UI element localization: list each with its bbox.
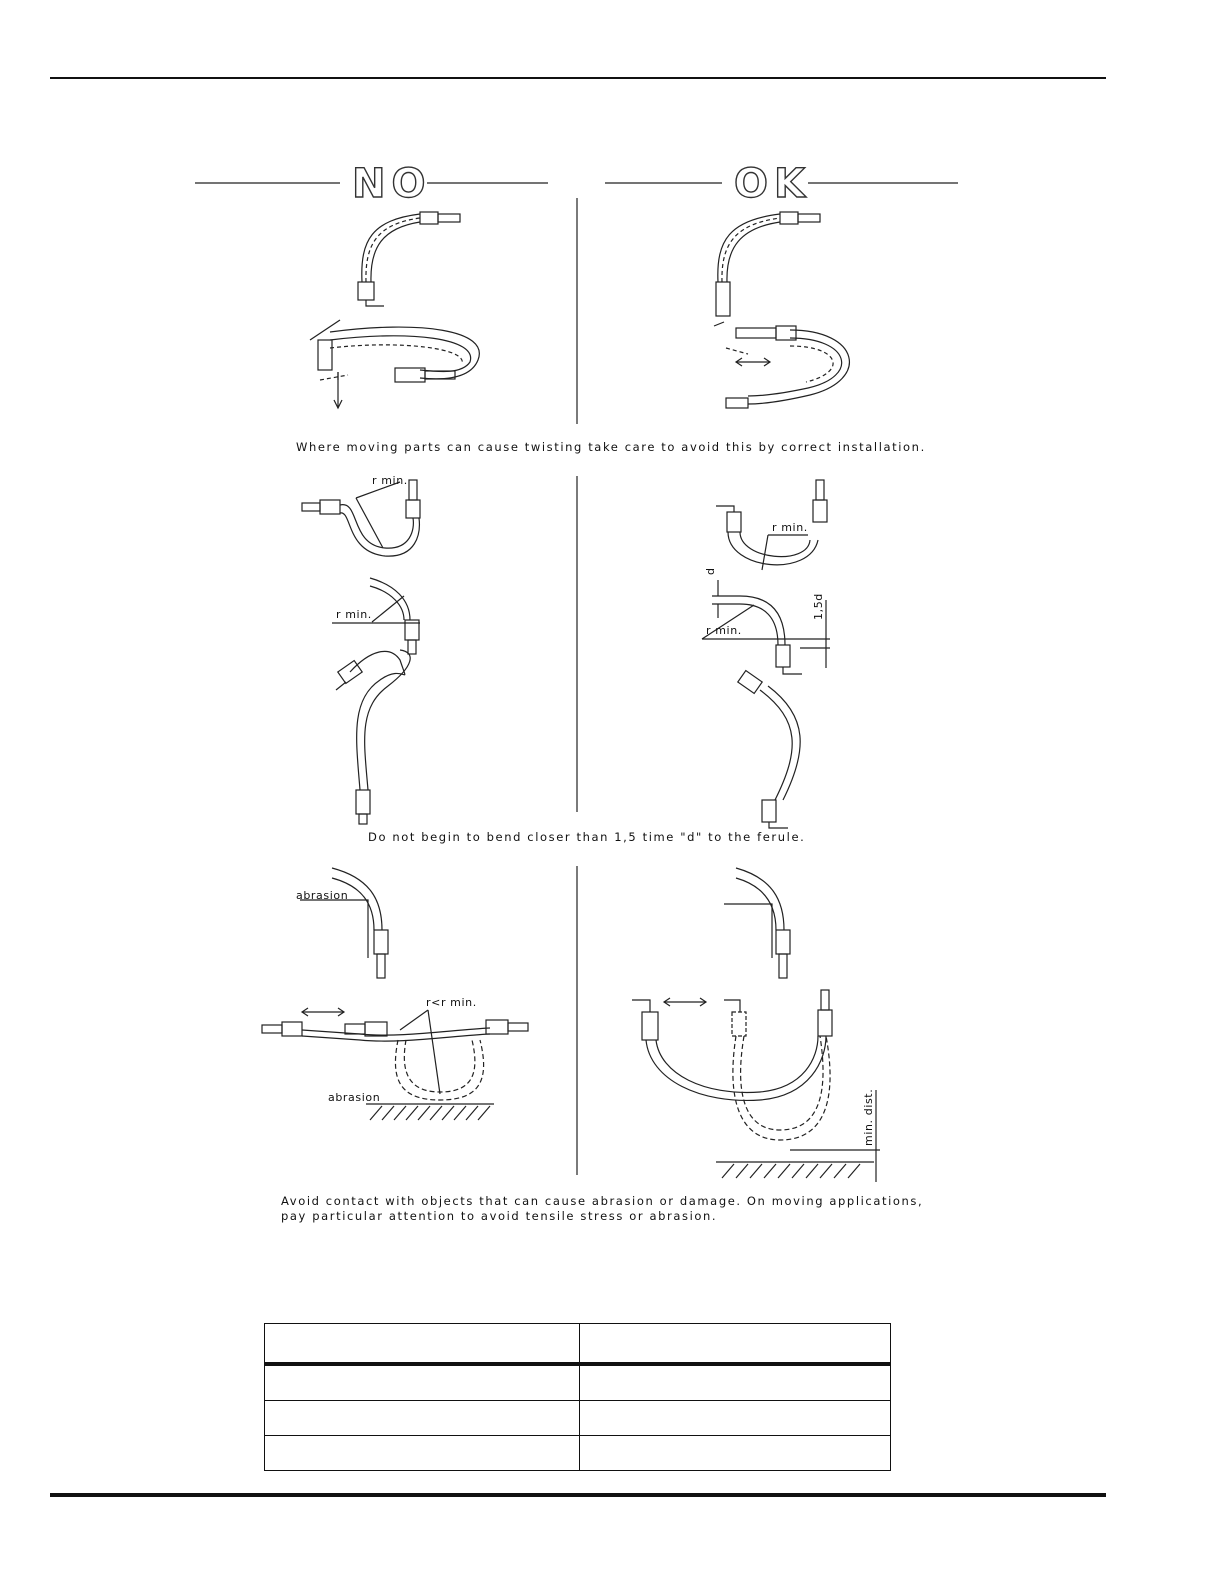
table-cell: [580, 1364, 891, 1401]
r-min-label: r min.: [336, 608, 372, 621]
ok-twisting-drawing: [714, 212, 849, 408]
r-lt-r-min-label: r<r min.: [426, 996, 477, 1009]
no-abrasion-drawing: [262, 868, 528, 1120]
min-dist-label: min. dist.: [862, 1088, 875, 1146]
no-heading: [195, 161, 548, 207]
table-cell: [265, 1324, 580, 1365]
table-header-row: [265, 1324, 891, 1365]
svg-text:OK: OK: [734, 161, 811, 207]
table-cell: [580, 1401, 891, 1436]
table-row: [265, 1401, 891, 1436]
abrasion-label: abrasion: [296, 889, 349, 902]
revision-table: [264, 1323, 891, 1471]
r-min-label: r min.: [706, 624, 742, 637]
table-row: [265, 1364, 891, 1401]
table-cell: [265, 1401, 580, 1436]
ok-abrasion-drawing: [632, 868, 880, 1182]
one-five-d-label: 1,5d: [812, 593, 825, 620]
abrasion-caption-line2: pay particular attention to avoid tensile stress or abrasion.: [281, 1209, 718, 1223]
no-bending-drawing: [302, 474, 420, 824]
abrasion-label: abrasion: [328, 1091, 381, 1104]
table-row: [265, 1436, 891, 1471]
d-label: d: [704, 567, 717, 575]
table-cell: [265, 1364, 580, 1401]
table-cell: [580, 1436, 891, 1471]
r-min-label: r min.: [772, 521, 808, 534]
svg-text:NO: NO: [352, 161, 432, 207]
table-cell: [580, 1324, 891, 1365]
no-twisting-drawing: [310, 212, 479, 408]
ok-bending-drawing: [702, 480, 830, 828]
ok-heading: [605, 161, 958, 207]
r-min-label: r min.: [372, 474, 408, 487]
table-cell: [265, 1436, 580, 1471]
footer-rule: [50, 1493, 1106, 1497]
bending-caption: Do not begin to bend closer than 1,5 time "d" to the ferule.: [368, 830, 806, 844]
abrasion-caption-line1: Avoid contact with objects that can cause abrasion or damage. On moving applications,: [281, 1194, 924, 1208]
twisting-caption: Where moving parts can cause twisting take care to avoid this by correct installation.: [296, 440, 926, 454]
